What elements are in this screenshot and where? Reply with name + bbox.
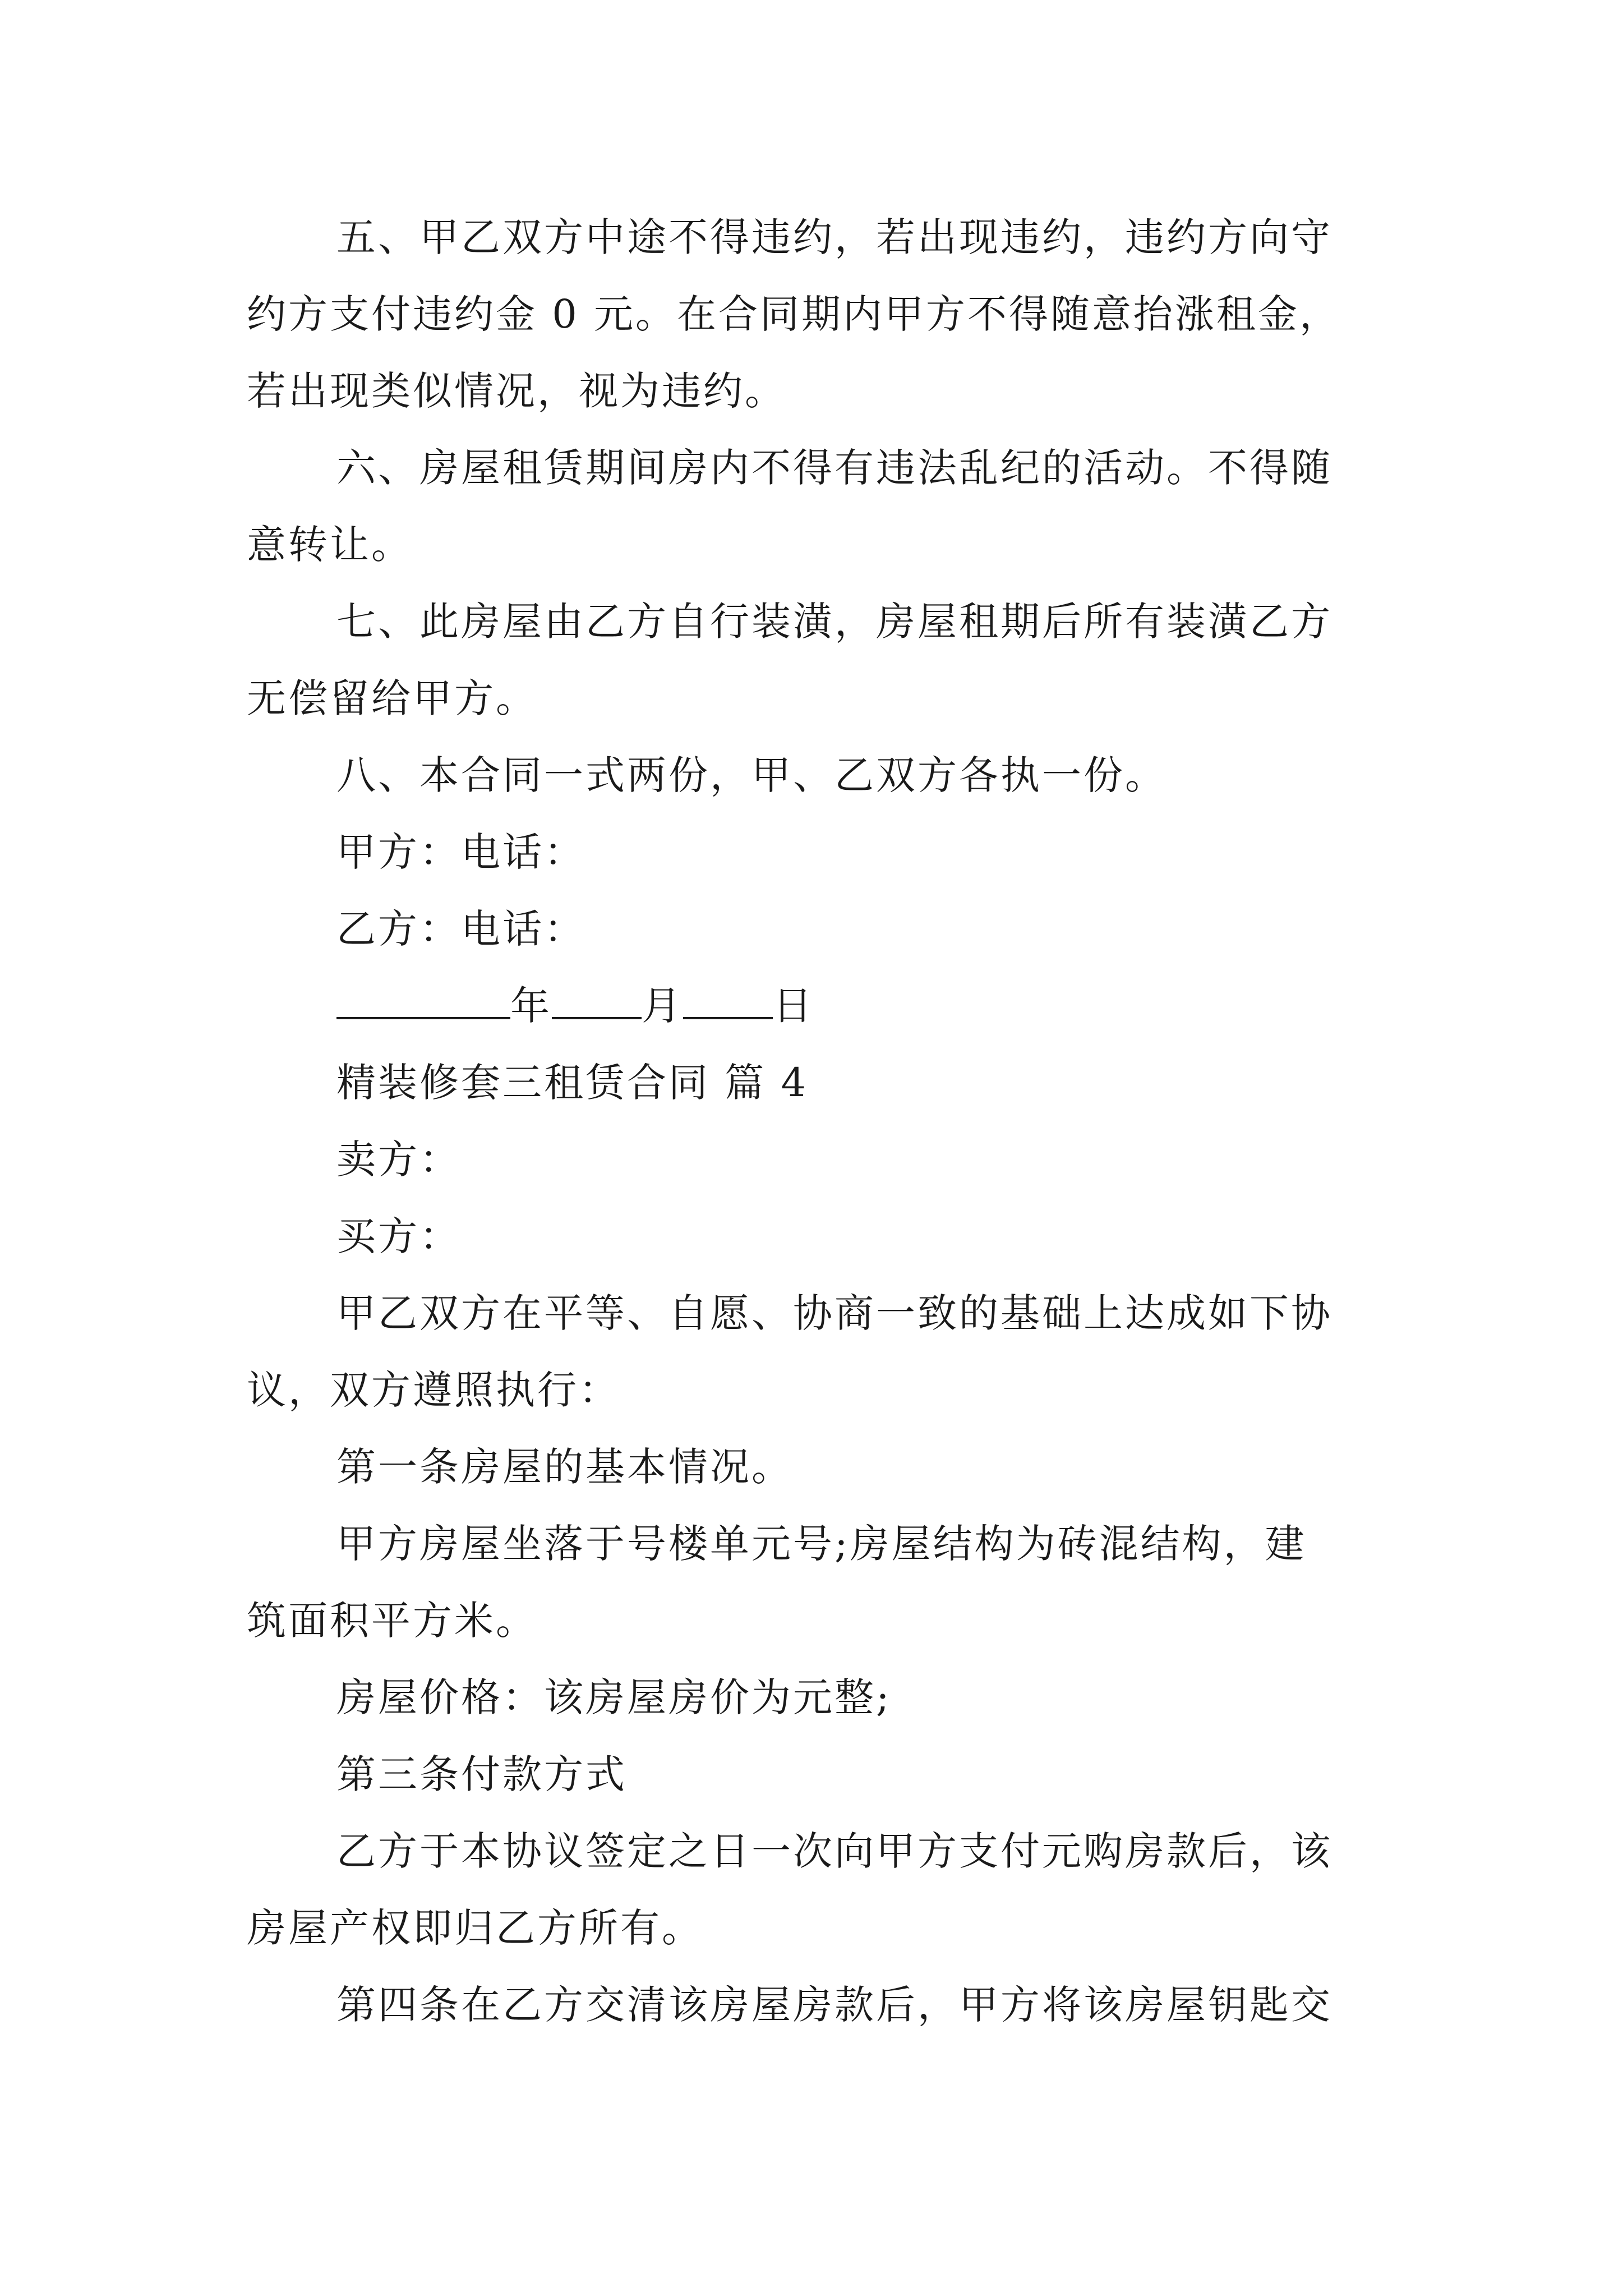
clause-5-line-3: 若出现类似情况，视为违约。 <box>247 368 786 414</box>
party-a-signature-line: 甲方：电话： <box>336 829 585 875</box>
day-blank <box>683 983 773 1019</box>
date-line <box>247 968 1385 1045</box>
month-blank <box>552 983 642 1019</box>
party-b-signature-line: 乙方：电话： <box>336 906 585 952</box>
article-1-heading: 第一条房屋的基本情况。 <box>336 1444 793 1490</box>
article-4-line-1: 第四条在乙方交清该房屋房款后，甲方将该房屋钥匙交 <box>336 1982 1332 2028</box>
month-label: 月 <box>642 983 683 1029</box>
preamble-line-1: 甲乙双方在平等、自愿、协商一致的基础上达成如下协 <box>336 1290 1332 1336</box>
clause-6-line-2: 意转让。 <box>247 522 413 568</box>
preamble-line-2: 议，双方遵照执行： <box>247 1367 620 1413</box>
seller-line: 卖方： <box>336 1137 461 1182</box>
clause-6-line-1: 六、房屋租赁期间房内不得有违法乱纪的活动。不得随 <box>336 445 1332 491</box>
clause-7-line-2: 无偿留给甲方。 <box>247 675 537 721</box>
clause-8-line: 八、本合同一式两份，甲、乙双方各执一份。 <box>336 752 1166 798</box>
year-label: 年 <box>510 983 552 1029</box>
day-label: 日 <box>773 983 814 1029</box>
article-1-line-1: 甲方房屋坐落于号楼单元号;房屋结构为砖混结构，建 <box>336 1521 1307 1567</box>
clause-7-line-1: 七、此房屋由乙方自行装潢，房屋租期后所有装潢乙方 <box>336 599 1332 645</box>
section-title: 精装修套三租赁合同 篇 4 <box>336 1060 809 1106</box>
document-body <box>247 199 1385 2044</box>
article-3-line-2: 房屋产权即归乙方所有。 <box>247 1905 703 1951</box>
price-line: 房屋价格：该房屋房价为元整; <box>336 1674 892 1720</box>
clause-5-line-1: 五、甲乙双方中途不得违约，若出现违约，违约方向守 <box>336 214 1332 260</box>
article-3-heading: 第三条付款方式 <box>336 1751 627 1797</box>
buyer-line: 买方： <box>336 1213 461 1259</box>
year-blank <box>336 983 510 1019</box>
clause-5-line-2: 约方支付违约金 0 元。在合同期内甲方不得随意抬涨租金， <box>247 291 1341 337</box>
article-3-line-1: 乙方于本协议签定之日一次向甲方支付元购房款后，该 <box>336 1828 1332 1874</box>
article-1-line-2: 筑面积平方米。 <box>247 1598 537 1644</box>
